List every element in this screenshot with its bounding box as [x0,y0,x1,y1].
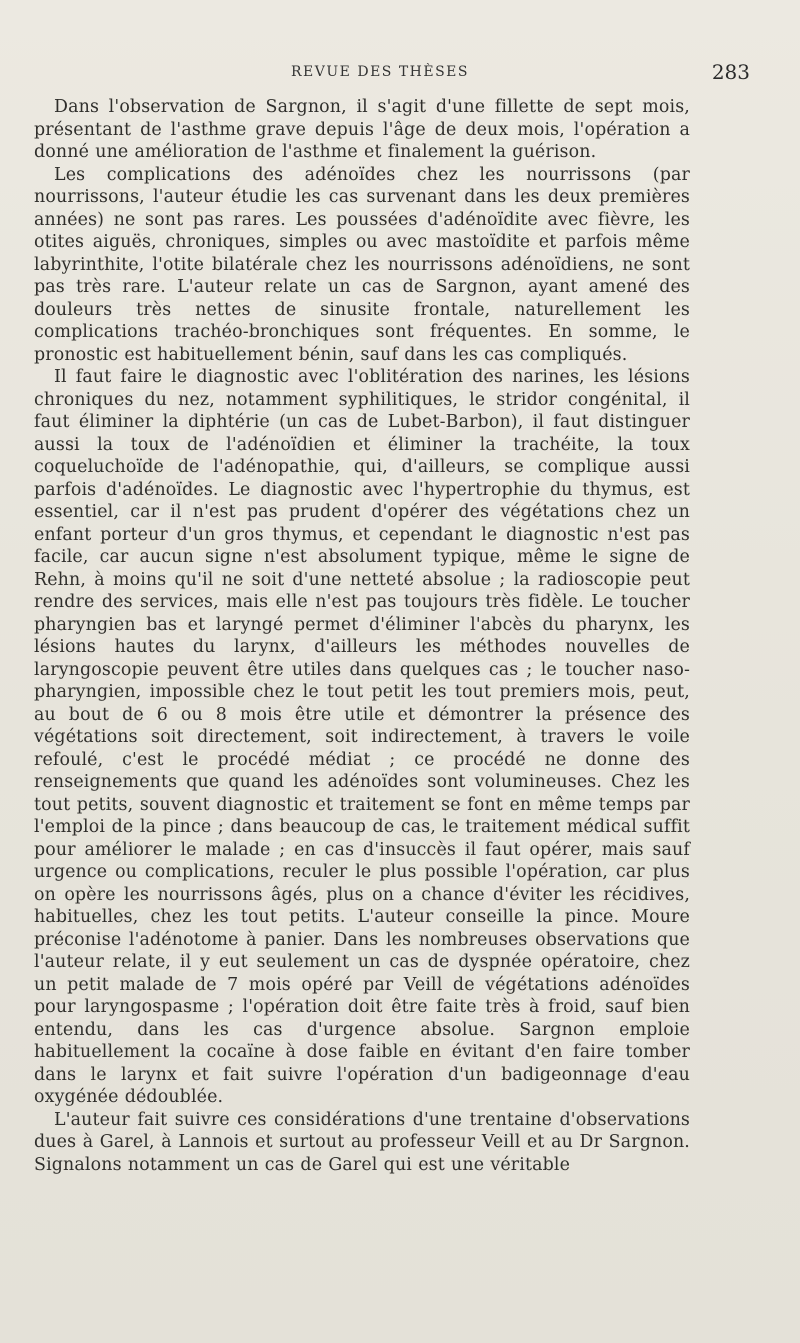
paragraph: Il faut faire le diagnostic avec l'oblitération des narines, les lésions chroniques du nez, notamment syphilitiques, le stridor congénital, il faut éliminer la diphtérie (un cas de Lubet-Barbon), il faut distinguer aussi la toux de l'adénoïdien et éliminer la trachéite, la toux coqueluchoïde de l'adénopathie, qui, d'ailleurs, se complique aussi parfois d'adénoïdes. Le diagnostic avec l'hypertrophie du thymus, est essentiel, car il n'est pas prudent d'opérer des végétations chez un enfant porteur d'un gros thymus, et cependant le diagnostic n'est pas facile, car aucun signe n'est absolument typique, même le signe de Rehn, à moins qu'il ne soit d'une netteté absolue ; la radioscopie peut rendre des services, mais elle n'est pas toujours très fidèle. Le toucher pharyngien bas et laryngé permet d'éliminer l'abcès du pharynx, les lésions hautes du larynx, d'ailleurs les méthodes nouvelles de laryngoscopie peuvent être utiles dans quelques cas ; le toucher naso-pharyngien, impossible chez le tout petit les tout premiers mois, peut, au bout de 6 ou 8 mois être utile et démontrer la présence des végétations soit directement, soit indirectement, à travers le voile refoulé, c'est le procédé médiat ; ce procédé ne donne des renseignements que quand les adénoïdes sont volumineuses. Chez les tout petits, souvent diagnostic et traitement se font en même temps par l'emploi de la pince ; dans beaucoup de cas, le traitement médical suffit pour améliorer le malade ; en cas d'insuccès il faut opérer, mais sauf urgence ou complications, reculer le plus possible l'opération, car plus on opère les nourrissons âgés, plus on a chance d'éviter les récidives, habituelles, chez les tout petits. L'auteur conseille la pince. Moure préconise l'adénotome à panier. Dans les nombreuses observations que l'auteur relate, il y eut seulement un cas de dyspnée opératoire, chez un petit malade de 7 mois opéré par Veill de végétations adénoïdes pour laryngospasme ; l'opération doit être faite très à froid, sauf bien entendu, dans les cas d'urgence absolue. Sargnon emploie habituellement la cocaïne à dose faible en évitant d'en faire tomber dans le larynx et fait suivre l'opération d'un badigeonnage d'eau oxygénée dédoublée. [34,367,690,1107]
paragraph: Les complications des adénoïdes chez les nourrissons (par nourrissons, l'auteur étudie les cas survenant dans les deux premières années) ne sont pas rares. Les poussées d'adénoïdite avec fièvre, les otites aiguës, chroniques, simples ou avec mastoïdite et parfois même labyrinthite, l'otite bilatérale chez les nourrissons adénoïdiens, ne sont pas très rare. L'auteur relate un cas de Sargnon, ayant amené des douleurs très nettes de sinusite frontale, naturellement les complications trachéo-bronchiques sont fréquentes. En somme, le pronostic est habituellement bénin, sauf dans les cas compliqués. [34,164,690,365]
page-header [0,60,800,90]
paragraph: L'auteur fait suivre ces considérations d'une trentaine d'observations dues à Garel, à Lannois et surtout au professeur Veill et au Dr Sargnon. Signalons notamment un cas de Garel qui est une véritable [34,1109,690,1175]
running-head: REVUE DES THÈSES [291,64,469,80]
paragraph: Dans l'observation de Sargnon, il s'agit d'une fillette de sept mois, présentant de l'asthme grave depuis l'âge de deux mois, l'opération a donné une amélioration de l'asthme et finalement la guérison. [34,97,690,162]
body-text [34,96,690,1176]
page-number: 283 [711,60,750,84]
